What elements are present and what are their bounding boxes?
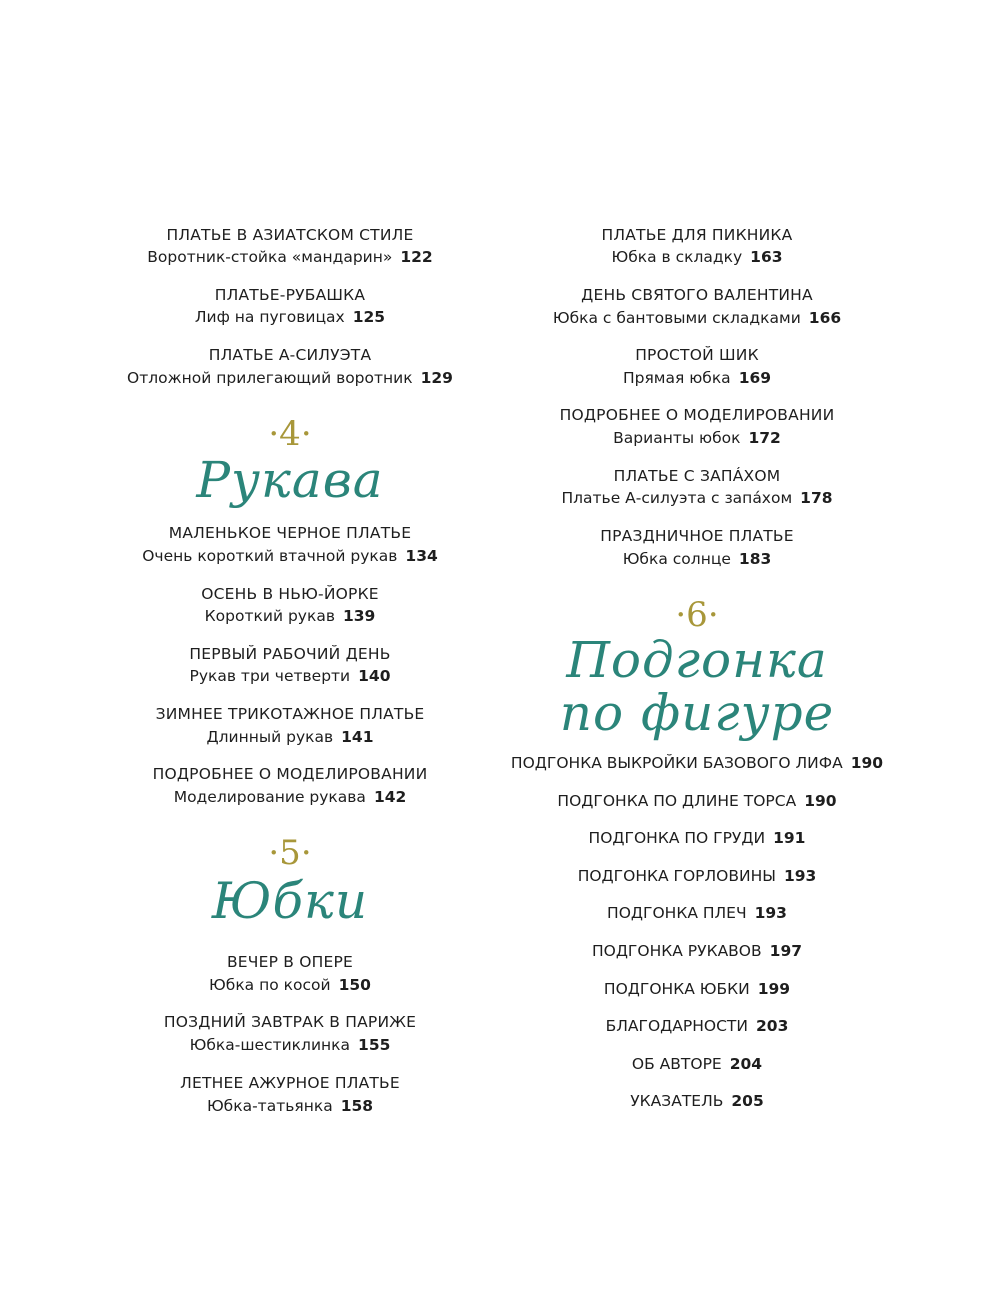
- toc-entry-subtitle: Рукав три четверти 140: [189, 667, 391, 685]
- toc-entry: ПОДГОНКА ЮБКИ 199: [603, 980, 791, 998]
- toc-entry: ПОДГОНКА ВЫКРОЙКИ БАЗОВОГО ЛИФА 190: [510, 754, 884, 772]
- toc-entry-title: ОСЕНЬ В НЬЮ-ЙОРКЕ: [201, 585, 379, 603]
- page-number: 191: [773, 829, 806, 847]
- toc-entry-subtitle: Короткий рукав 139: [204, 607, 376, 625]
- toc-entry-title: ПЛАТЬЕ С ЗАПÁХОМ: [613, 467, 781, 485]
- page-number: 158: [340, 1097, 374, 1115]
- page-number: 141: [341, 728, 374, 746]
- toc-entry-subtitle: Прямая юбка 169: [622, 369, 772, 387]
- page-number: 204: [729, 1055, 763, 1073]
- toc-entry: ПОДГОНКА ПО ДЛИНЕ ТОРСА 190: [557, 792, 837, 810]
- toc-entry-subtitle: Отложной прилегающий воротник 129: [127, 369, 453, 387]
- page-number: 129: [420, 369, 453, 387]
- toc-entry-subtitle: Варианты юбок 172: [613, 429, 781, 447]
- toc-entry-subtitle: Юбка-шестиклинка 155: [189, 1036, 391, 1054]
- toc-entry-subtitle: Юбка по косой 150: [209, 976, 371, 994]
- page-number: 150: [338, 976, 371, 994]
- page-number: 139: [342, 607, 376, 625]
- toc-entry: УКАЗАТЕЛЬ 205: [630, 1092, 764, 1110]
- page-number: 166: [808, 309, 842, 327]
- chapter-title-line2: по фигуре: [559, 684, 835, 742]
- toc-entry: ПОДГОНКА ПЛЕЧ 193: [607, 904, 787, 922]
- page-number: 205: [731, 1092, 764, 1110]
- toc-entry-subtitle: Моделирование рукава 142: [173, 788, 407, 806]
- page-number: 122: [400, 248, 433, 266]
- page-number: 193: [754, 904, 787, 922]
- toc-entry-subtitle: Платье А-силуэта с запáхом 178: [561, 489, 833, 507]
- page-number: 172: [748, 429, 781, 447]
- toc-entry: ОБ АВТОРЕ 204: [631, 1055, 763, 1073]
- toc-entry-title: ПЕРВЫЙ РАБОЧИЙ ДЕНЬ: [189, 645, 391, 663]
- chapter-title: Рукава: [196, 451, 384, 509]
- page-number: 134: [405, 547, 438, 565]
- toc-entry-title: ПОДРОБНЕЕ О МОДЕЛИРОВАНИИ: [152, 765, 428, 783]
- page-number: 199: [757, 980, 791, 998]
- toc-entry-subtitle: Воротник-стойка «мандарин» 122: [147, 248, 433, 266]
- page-number: 203: [756, 1017, 789, 1035]
- page-number: 190: [804, 792, 837, 810]
- toc-entry-title: ПРАЗДНИЧНОЕ ПЛАТЬЕ: [600, 527, 794, 545]
- chapter-number: ·6·: [675, 595, 719, 635]
- page-number: 183: [738, 550, 772, 568]
- chapter-number: ·4·: [268, 414, 312, 454]
- toc-entry-subtitle: Юбка с бантовыми складками 166: [552, 309, 842, 327]
- toc-entry-subtitle: Длинный рукав 141: [206, 728, 374, 746]
- toc-entry-subtitle: Юбка солнце 183: [622, 550, 772, 568]
- toc-entry-subtitle: Лиф на пуговицах 125: [194, 308, 386, 326]
- page-number: 197: [769, 942, 803, 960]
- toc-entry-title: ПРОСТОЙ ШИК: [635, 346, 759, 364]
- toc-entry-title: ПОДРОБНЕЕ О МОДЕЛИРОВАНИИ: [559, 406, 835, 424]
- chapter-number: ·5·: [268, 833, 312, 873]
- page-number: 178: [800, 489, 833, 507]
- page-number: 125: [352, 308, 386, 326]
- toc-entry-title: ВЕЧЕР В ОПЕРЕ: [226, 953, 354, 971]
- toc-entry-subtitle: Юбка в складку 163: [611, 248, 783, 266]
- chapter-title: Юбки: [211, 872, 369, 930]
- page-number: 155: [358, 1036, 391, 1054]
- toc-entry: ПОДГОНКА ГОРЛОВИНЫ 193: [577, 867, 817, 885]
- toc-entry: БЛАГОДАРНОСТИ 203: [605, 1017, 789, 1035]
- page-number: 190: [850, 754, 884, 772]
- toc-entry-title: ЗИМНЕЕ ТРИКОТАЖНОЕ ПЛАТЬЕ: [155, 705, 425, 723]
- toc-entry: ПОДГОНКА ПО ГРУДИ 191: [588, 829, 806, 847]
- toc-entry-title: МАЛЕНЬКОЕ ЧЕРНОЕ ПЛАТЬЕ: [168, 524, 412, 542]
- page-number: 140: [358, 667, 391, 685]
- toc-entry-title: ЛЕТНЕЕ АЖУРНОЕ ПЛАТЬЕ: [180, 1074, 400, 1092]
- toc-entry-title: ПЛАТЬЕ-РУБАШКА: [214, 286, 366, 304]
- page-number: 163: [750, 248, 783, 266]
- toc-entry-title: ПОЗДНИЙ ЗАВТРАК В ПАРИЖЕ: [163, 1013, 417, 1031]
- page-number: 169: [738, 369, 772, 387]
- chapter-title-line1: Подгонка: [566, 631, 828, 689]
- toc-entry-subtitle: Очень короткий втачной рукав 134: [142, 547, 438, 565]
- toc-entry-title: ПЛАТЬЕ В АЗИАТСКОМ СТИЛЕ: [166, 226, 414, 244]
- toc-entry-subtitle: Юбка-татьянка 158: [206, 1097, 374, 1115]
- toc-entry: ПОДГОНКА РУКАВОВ 197: [591, 942, 803, 960]
- page-number: 193: [783, 867, 817, 885]
- toc-entry-title: ДЕНЬ СВЯТОГО ВАЛЕНТИНА: [581, 286, 813, 304]
- toc-entry-title: ПЛАТЬЕ А-СИЛУЭТА: [208, 346, 372, 364]
- toc-entry-title: ПЛАТЬЕ ДЛЯ ПИКНИКА: [601, 226, 793, 244]
- page-number: 142: [373, 788, 407, 806]
